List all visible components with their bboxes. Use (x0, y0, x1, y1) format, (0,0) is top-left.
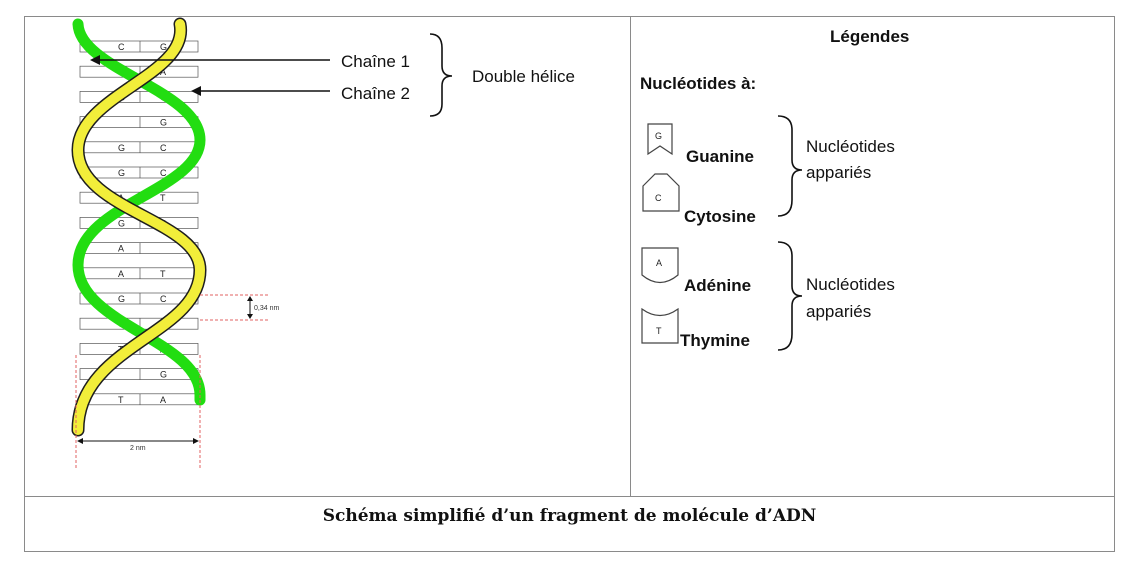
pair-label-1a: Nucléotides (806, 137, 895, 156)
figure-caption: Schéma simplifié d’un fragment de molécule d’ADN (322, 506, 817, 526)
legend-adenine: Adénine (684, 276, 752, 295)
base-left-10: G (118, 294, 126, 304)
base-pair-14 (80, 394, 198, 405)
pair-brace-1 (778, 116, 802, 216)
base-left-7: G (118, 218, 126, 229)
legend-icon-letter-a: A (656, 258, 663, 268)
double-helix-label: Double hélice (472, 67, 576, 86)
base-right-10: C (160, 294, 167, 304)
base-right-6: T (160, 193, 166, 204)
base-right-1: A (160, 67, 167, 78)
base-pair-9 (80, 268, 198, 279)
base-right-14: A (160, 394, 167, 405)
legend-cytosine: Cytosine (684, 207, 756, 226)
adenine-icon (642, 248, 678, 283)
base-left-1: T (118, 67, 124, 78)
legend-icon-letter-c: C (655, 193, 662, 203)
chain-brace (430, 34, 452, 116)
legend-title: Légendes (830, 27, 910, 46)
pair-brace-2 (778, 242, 802, 350)
base-right-12: A (160, 344, 167, 355)
guanine-icon (648, 124, 672, 154)
base-left-9: A (118, 268, 125, 279)
base-left-0: C (118, 42, 125, 52)
base-left-6: A (118, 193, 125, 204)
thymine-icon (642, 309, 678, 343)
width-label: 2 nm (130, 445, 146, 452)
base-left-5: G (118, 168, 126, 178)
chain2-label: Chaîne 2 (341, 84, 410, 103)
base-left-8: A (118, 243, 125, 254)
base-right-0: G (160, 42, 168, 52)
base-right-9: T (160, 268, 166, 279)
legend-icon-letter-g: G (655, 131, 663, 141)
base-right-11: G (160, 319, 168, 330)
base-left-14: T (118, 394, 124, 405)
base-left-2: G (118, 92, 126, 103)
legend-thymine: Thymine (680, 331, 750, 350)
pair-label-2a: Nucléotides (806, 275, 895, 294)
chain1-label: Chaîne 1 (341, 52, 410, 71)
base-left-12: T (118, 344, 124, 355)
base-left-4: G (118, 142, 126, 153)
legend-icon-letter-t: T (656, 326, 662, 336)
cytosine-icon (643, 174, 679, 211)
legend-guanine: Guanine (686, 147, 755, 166)
legend-subtitle: Nucléotides à: (640, 74, 757, 93)
base-right-7: C (160, 218, 167, 229)
pair-label-1b: appariés (806, 163, 872, 182)
pair-label-2b: appariés (806, 302, 872, 321)
base-right-4: C (160, 142, 167, 153)
base-right-3: G (160, 117, 168, 128)
base-right-2: C (160, 92, 167, 103)
base-right-13: G (160, 369, 168, 380)
base-right-5: C (160, 168, 167, 178)
base-left-11: C (118, 319, 125, 330)
base-pair-4 (80, 142, 198, 153)
pitch-label: 0,34 nm (254, 305, 280, 312)
